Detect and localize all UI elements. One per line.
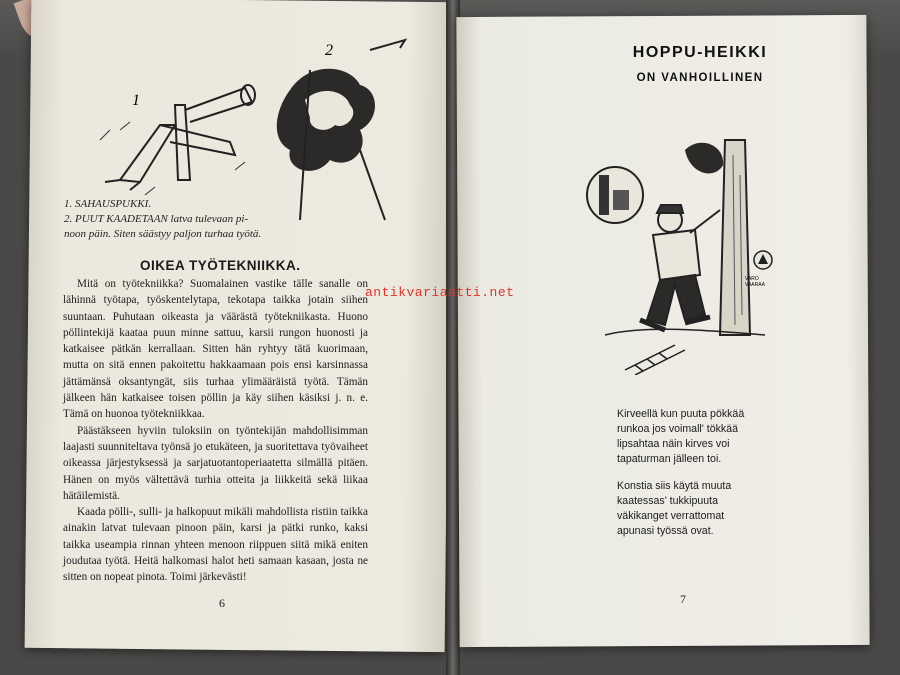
ground-and-ladder	[605, 329, 765, 375]
felled-tree-drawing	[277, 40, 405, 220]
caption-line-1: 1. SAHAUSPUKKI.	[64, 198, 152, 210]
stanza-1	[617, 407, 817, 467]
poem-line: lipsahtaa näin kirves voi	[617, 438, 730, 450]
sawhorse-drawing	[105, 85, 255, 190]
caption-line-2: 2. PUUT KAADETAAN latva tulevaan pi-	[64, 213, 249, 225]
poem-line: apunasi työssä ovat.	[617, 525, 714, 537]
inset-circle	[587, 167, 643, 223]
section-title: OIKEA TYÖTEKNIIKKA.	[140, 258, 301, 273]
poem-line: kaatessas' tukkipuuta	[617, 495, 718, 507]
badge-text-2: VAARAA	[745, 282, 765, 288]
woodcutter-illustration	[585, 135, 775, 375]
poem-line: tapaturman jälleen toi.	[617, 453, 722, 465]
figure-caption	[64, 197, 334, 242]
caption-line-3: noon päin. Siten säästyy paljon turhaa työtä.	[64, 228, 262, 240]
poem-line: väkikanget verrattomat	[617, 510, 725, 522]
right-page-title	[610, 44, 790, 84]
figure-number-1: 1	[132, 92, 140, 109]
stanza-2	[617, 479, 817, 539]
paragraph-1: Mitä on työtekniikka? Suomalainen vastike tälle sanalle on lähinnä työtapa, työskentelytapa, tekotapa taikka jotain siihen suuntaan. Puhutaan oikeasta ja väärästä työtekniikasta. Huono pöllintekijä kaataa puun minne sattuu, karsii rungon huonosti ja katkaisee pätkän kerrallaan. Sitten hän ryhtyy tätä kuorimaan, mutta on sitä ennen pakoitettu hakkaamaan pois ensi karsinnassa jättämänsä oksantyngät, siis turhaa ylimääräistä työtä. Tämän jälkeen hän katkaisee toisen pöllin ja käy siihen käsiksi j. n. e. Tämä on huonoa työtekniikkaa.	[63, 278, 368, 421]
figure-number-2: 2	[325, 42, 333, 59]
body-text	[63, 276, 368, 586]
poem-line: Kirveellä kun puuta pökkää	[617, 408, 745, 420]
page-number-left: 6	[219, 596, 225, 610]
paragraph-3: Kaada pölli-, sulli- ja halkopuut mikäli mahdollista ristiin taikka ainakin latvat tulevaan pinoon päin, karsi ja pätki runko, kaksi taikka useampia rinnan yhteen menoon riippuen siitä mikä eniten joudutaa työtä. Heitä halkomasi halot heti samaan kasaan, josta ne sitten on nopeat pinota. Toimi järkevästi!	[63, 506, 368, 584]
title-line-1: HOPPU-HEIKKI	[632, 44, 768, 61]
title-line-2: ON VANHOILLINEN	[636, 72, 764, 84]
badge-text-1: VARO	[745, 276, 759, 282]
page-number-right: 7	[680, 592, 686, 606]
paragraph-2: Päästäkseen hyviin tuloksiin on työntekijän mahdollisimman laajasti suunniteltava työnsä jo etukäteen, ja suoritettava työvaiheet oikeassa järjestyksessä ja sarjatuotantoperiaatetta silmällä pitäen. Hänen on myös vältettävä turhia otteita ja liikkeitä sekä liikaa hätäilemistä.	[63, 424, 368, 502]
poem-line: runkoa jos voimall' tökkää	[617, 423, 738, 435]
hatch-marks	[100, 122, 245, 195]
poem-line: Konstia siis käytä muuta	[617, 480, 732, 492]
watermark: antikvariaatti.net	[365, 285, 515, 300]
worker-figure	[640, 205, 720, 330]
poem	[617, 407, 817, 551]
